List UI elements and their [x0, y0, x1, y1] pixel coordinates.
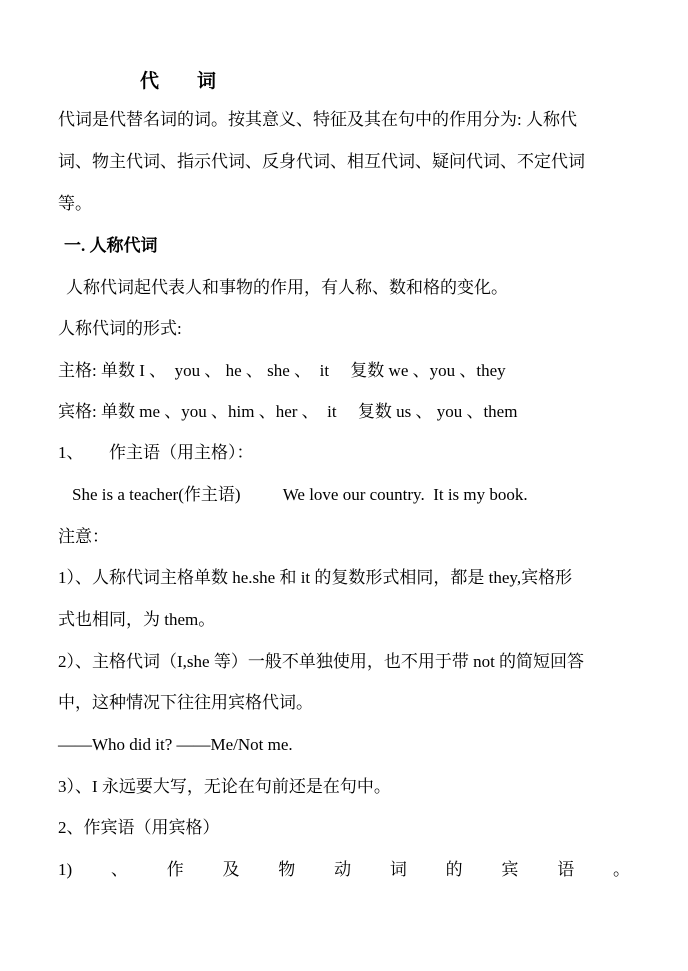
intro-line-2: 词、物主代词、指示代词、反身代词、相互代词、疑问代词、不定代词 [58, 152, 585, 171]
note-1-line-2: 式也相同，为 them。 [58, 610, 216, 629]
form-label: 人称代词的形式: [58, 319, 182, 338]
dialogue-line: ——Who did it? ——Me/Not me. [58, 735, 293, 754]
item-2-sub-token: 词 [389, 860, 407, 879]
item-2-sub-token: 物 [278, 860, 296, 879]
item-2-sub-token: 的 [445, 860, 463, 879]
note-label: 注意： [58, 527, 109, 546]
item-2-sub-token: 动 [334, 860, 352, 879]
item-2-title: 2、作宾语（用宾格） [58, 818, 220, 837]
note-3: 3）、I 永远要大写，无论在句前还是在句中。 [58, 777, 391, 796]
item-2-sub-token: 及 [222, 860, 240, 879]
page-title [140, 66, 216, 93]
title-char-2: 词 [197, 71, 217, 92]
note-2-line-1: 2）、主格代词（I,she 等）一般不单独使用，也不用于带 not 的简短回答 [58, 652, 585, 671]
intro-line-3: 等。 [58, 194, 92, 213]
item-2-sub-token: 作 [166, 860, 184, 879]
item-2-sub-token: 、 [110, 860, 128, 879]
objective-case-line: 宾格: 单数 me 、you 、him 、her 、 it 复数 us 、 you 、them [58, 402, 518, 421]
intro-line-1: 代词是代替名词的词。按其意义、特征及其在句中的作用分为: 人称代 [58, 110, 577, 129]
item-1-title: 1、 作主语（用主格）： [58, 443, 254, 462]
item-2-subitem [58, 858, 630, 882]
item-2-sub-token: 。 [612, 860, 630, 879]
section-heading: 一. 人称代词 [64, 236, 158, 255]
item-2-sub-token: 1) [58, 860, 73, 879]
note-2-line-2: 中，这种情况下往往用宾格代词。 [58, 693, 313, 712]
subjective-case-line: 主格: 单数 I 、 you 、 he 、 she 、 it 复数 we 、you 、they [58, 361, 506, 380]
title-char-1: 代 [140, 71, 160, 92]
item-2-sub-token: 宾 [501, 860, 519, 879]
item-1-example: She is a teacher(作主语) We love our country. It is my book. [72, 485, 528, 504]
section-description: 人称代词起代表人和事物的作用，有人称、数和格的变化。 [66, 278, 508, 297]
item-2-sub-token: 语 [557, 860, 575, 879]
note-1-line-1: 1）、人称代词主格单数 he.she 和 it 的复数形式相同，都是 they,宾格形 [58, 568, 573, 587]
